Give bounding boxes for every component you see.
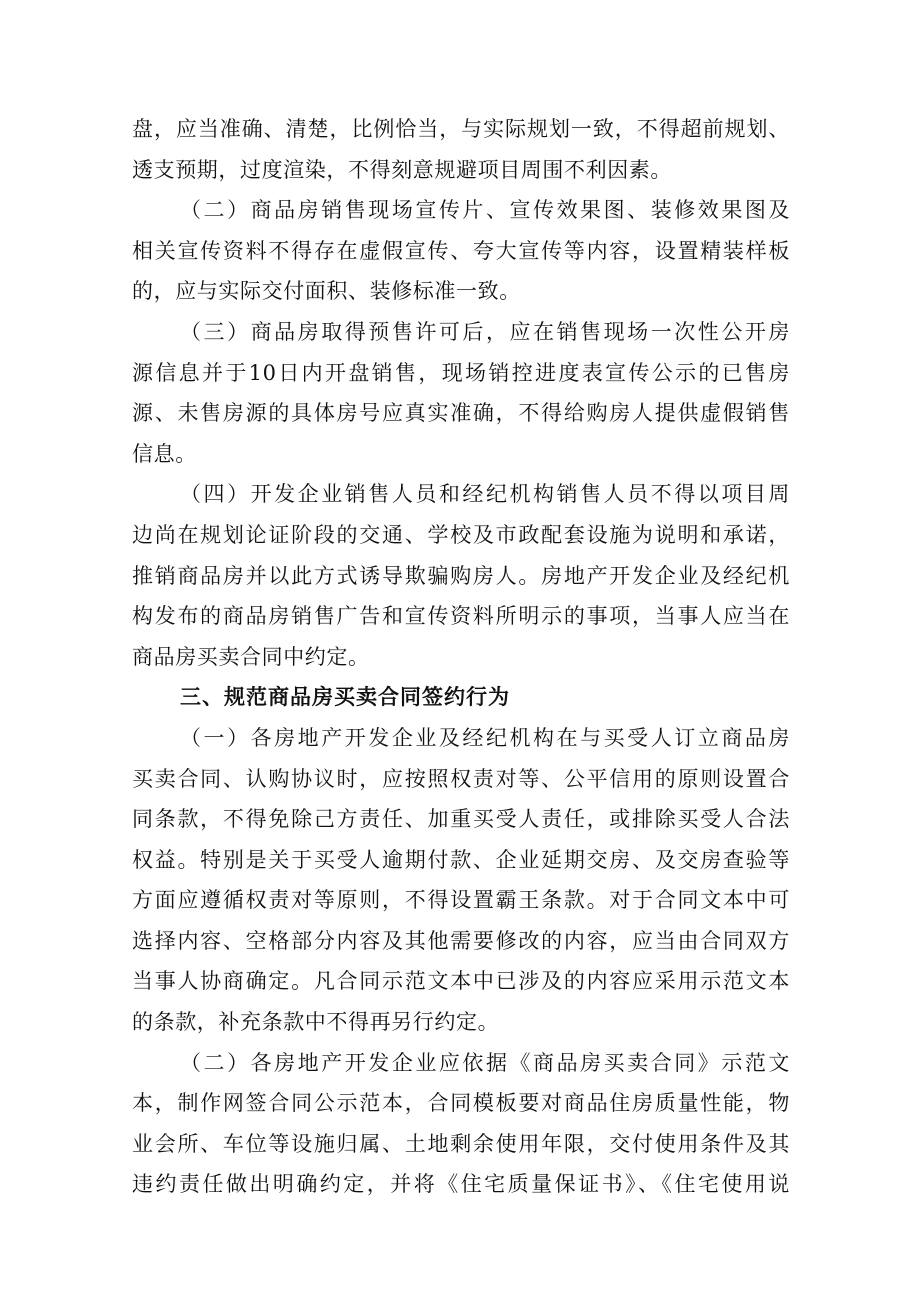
text-line: （四）开发企业销售人员和经纪机构销售人员不得以项目周 — [180, 482, 790, 507]
text-line: 边尚在规划论证阶段的交通、学校及市政配套设施为说明和承诺， — [132, 522, 790, 547]
text-line: （二）各房地产开发企业应依据《商品房买卖合同》示范文 — [180, 1050, 790, 1075]
text-line: 透支预期，过度渲染，不得刻意规避项目周围不利因素。 — [132, 157, 672, 182]
text-line: 推销商品房并以此方式诱导欺骗购房人。房地产开发企业及经纪机 — [132, 563, 790, 588]
text-line: 当事人协商确定。凡合同示范文本中已涉及的内容应采用示范文本 — [132, 969, 790, 994]
paragraph — [132, 474, 790, 677]
paragraph — [132, 109, 790, 190]
text-line: 信息。 — [132, 441, 197, 466]
text-line: 权益。特别是关于买受人逾期付款、企业延期交房、及交房查验等 — [132, 847, 790, 872]
text-line: （二）商品房销售现场宣传片、宣传效果图、装修效果图及 — [180, 198, 790, 223]
document-body — [132, 109, 790, 1205]
text-line: 同条款，不得免除己方责任、加重买受人责任，或排除买受人合法 — [132, 807, 790, 832]
text-line: 源、未售房源的具体房号应真实准确，不得给购房人提供虚假销售 — [132, 401, 790, 426]
text-line: 业会所、车位等设施归属、土地剩余使用年限，交付使用条件及其 — [132, 1131, 790, 1156]
text-line: 本，制作网签合同公示范本，合同模板要对商品住房质量性能，物 — [132, 1091, 790, 1116]
text-line: （三）商品房取得预售许可后，应在销售现场一次性公开房 — [180, 319, 790, 344]
text-line: 构发布的商品房销售广告和宣传资料所明示的事项，当事人应当在 — [132, 604, 790, 629]
paragraph — [132, 718, 790, 1043]
text-line: 商品房买卖合同中约定。 — [132, 644, 370, 669]
paragraph — [132, 1043, 790, 1205]
text-line: 相关宣传资料不得存在虚假宣传、夸大宣传等内容，设置精装样板 — [132, 238, 790, 263]
text-line: （一）各房地产开发企业及经纪机构在与买受人订立商品房 — [180, 725, 790, 750]
text-line: 源信息并于10日内开盘销售，现场销控进度表宣传公示的已售房 — [132, 360, 790, 385]
section-heading: 三、规范商品房买卖合同签约行为 — [180, 684, 510, 710]
text-line: 的条款，补充条款中不得再另行约定。 — [132, 1010, 500, 1035]
text-line: 买卖合同、认购协议时，应按照权责对等、公平信用的原则设置合 — [132, 766, 790, 791]
text-line: 盘，应当准确、清楚，比例恰当，与实际规划一致，不得超前规划、 — [132, 117, 790, 141]
text-line: 选择内容、空格部分内容及其他需要修改的内容，应当由合同双方 — [132, 928, 790, 953]
text-line: 方面应遵循权责对等原则，不得设置霸王条款。对于合同文本中可 — [132, 888, 790, 913]
paragraph — [132, 190, 790, 312]
text-line: 违约责任做出明确约定，并将《住宅质量保证书》、《住宅使用说 — [132, 1172, 790, 1197]
text-line: 的，应与实际交付面积、装修标准一致。 — [132, 279, 521, 304]
paragraph — [132, 312, 790, 474]
